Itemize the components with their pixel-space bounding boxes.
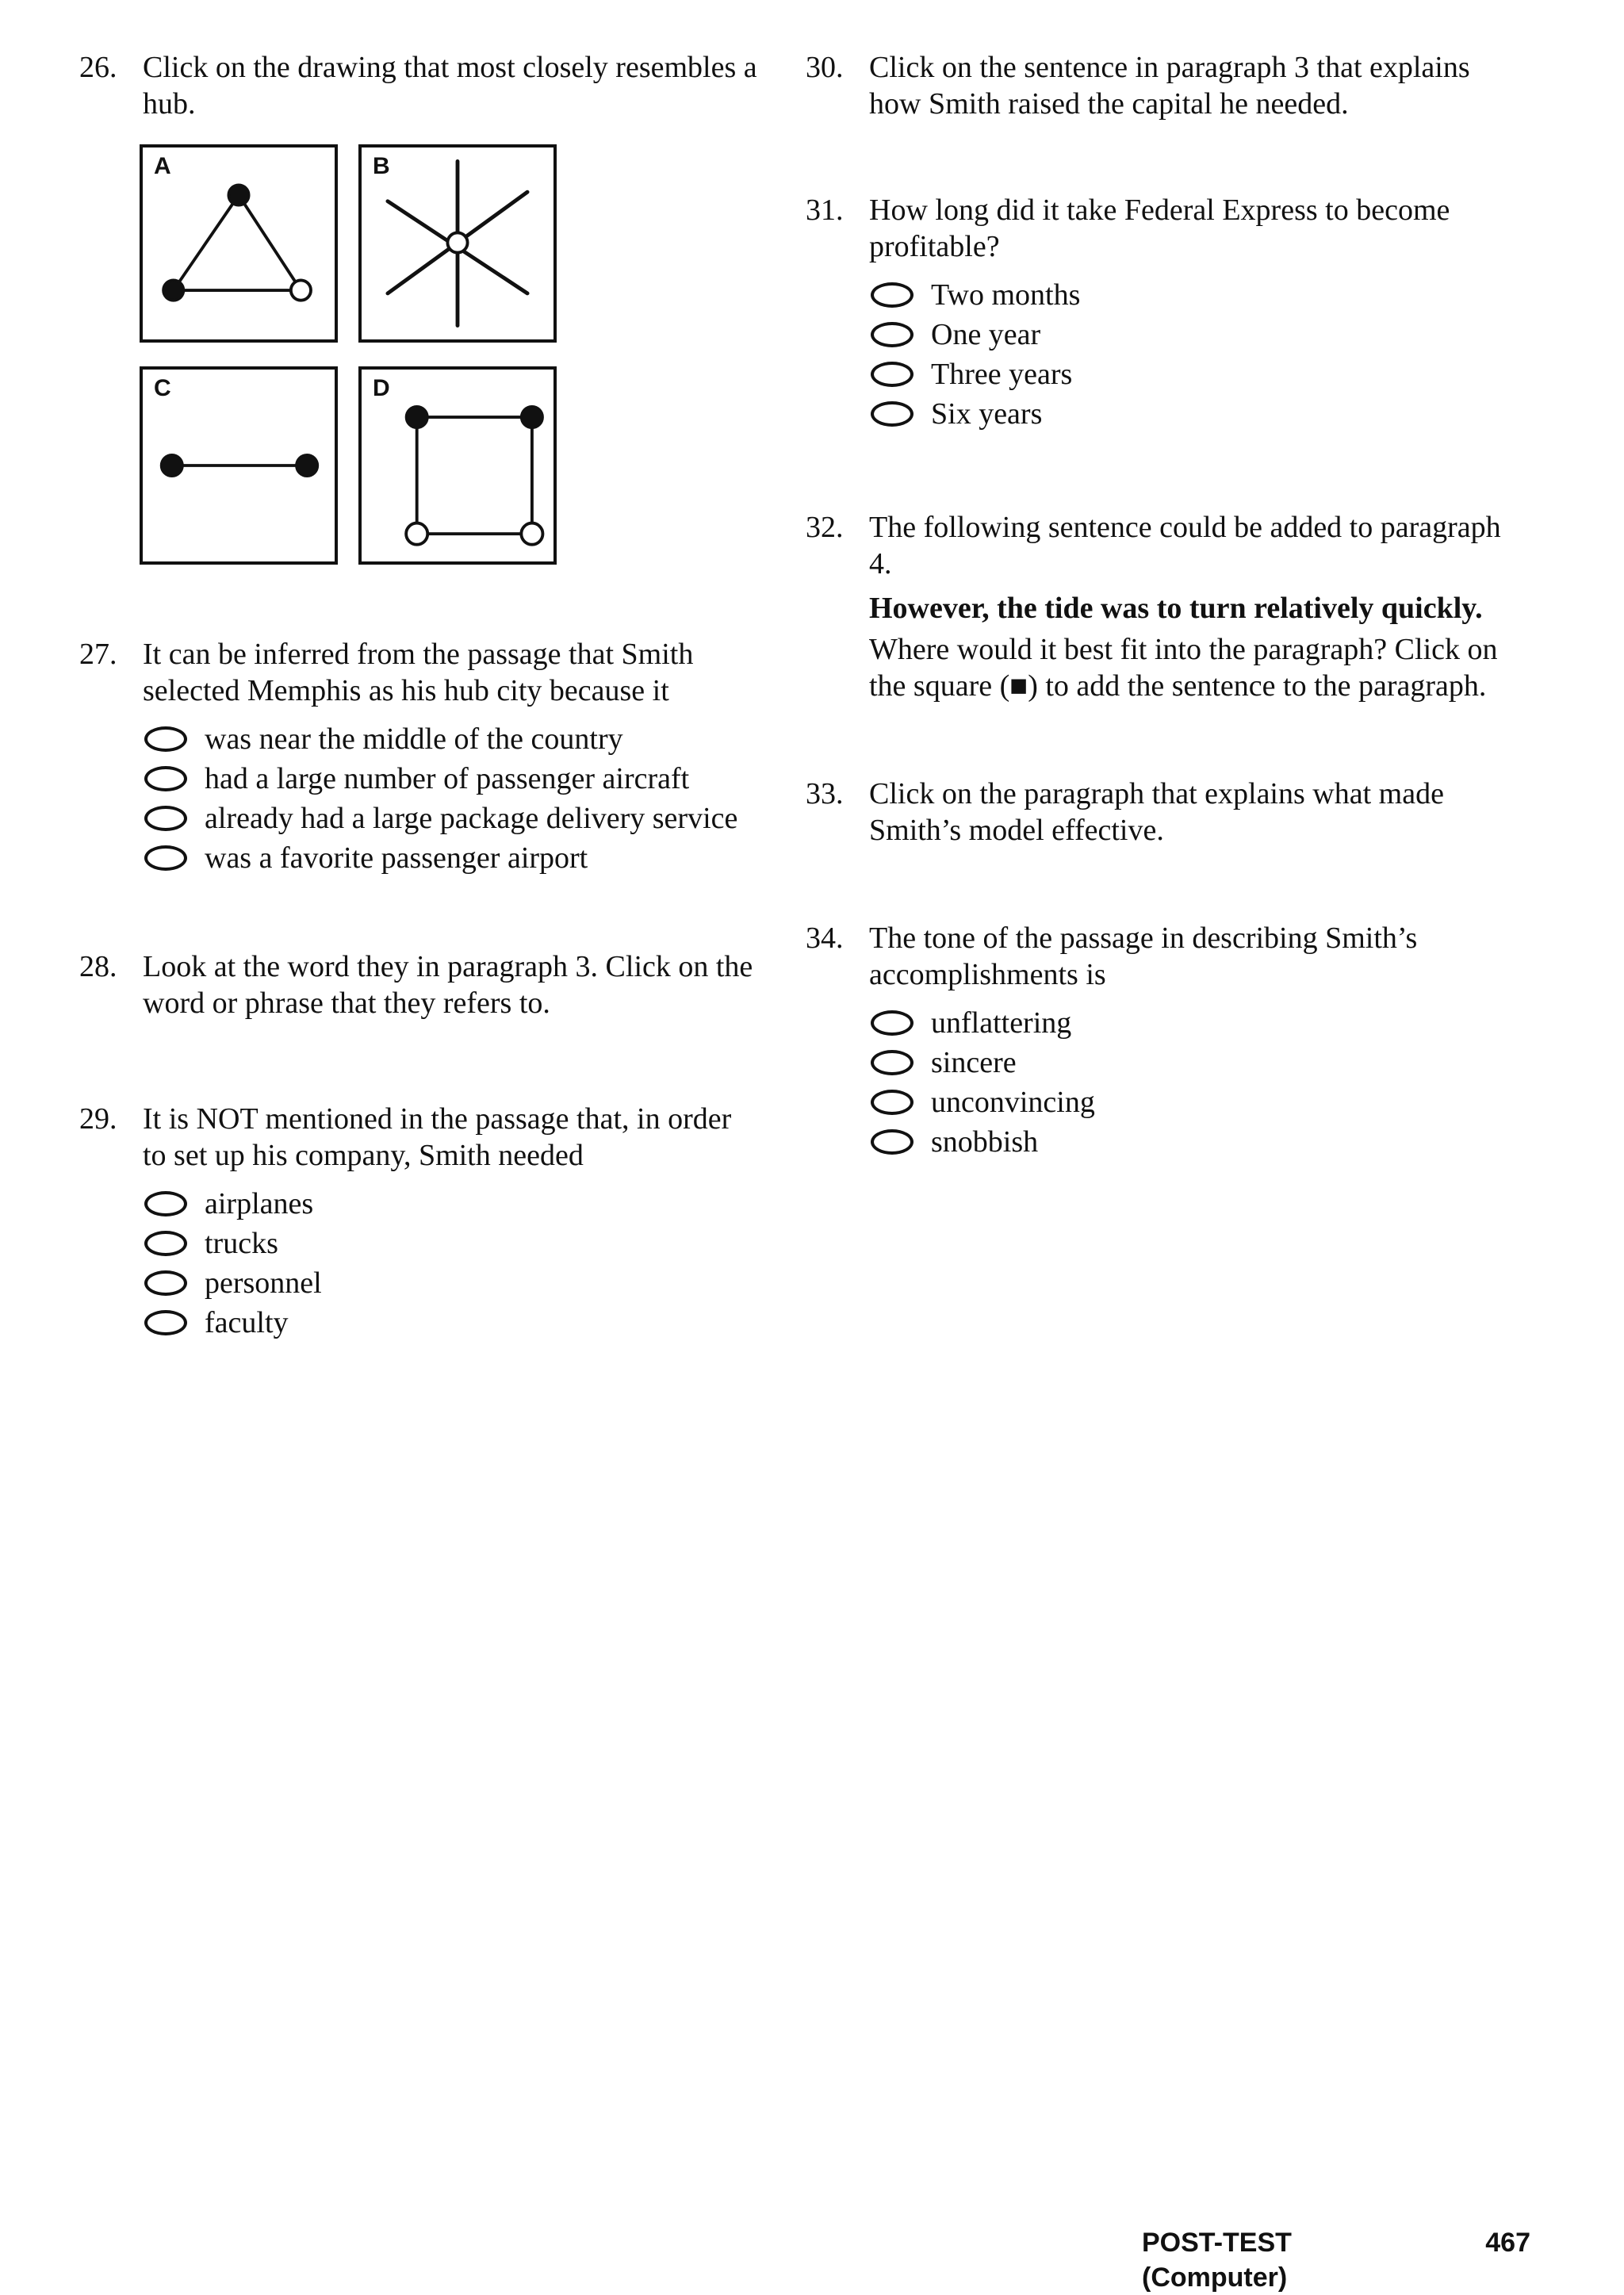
triangle-network-icon (143, 148, 335, 339)
answer-options (143, 720, 761, 877)
drawing-d[interactable] (358, 366, 557, 565)
hub-drawing-grid (140, 144, 560, 573)
footer-title: POST-TEST (Computer) (1142, 2228, 1292, 2293)
line-network-icon (143, 370, 335, 561)
answer-option[interactable] (869, 1004, 1503, 1042)
option-text: unflattering (931, 1006, 1072, 1040)
answer-option[interactable] (143, 799, 761, 837)
question-instruction: Where would it best fit into the paragraph? Click on the square (■) to add the sentence to the paragraph. (869, 633, 1498, 703)
answer-option[interactable] (143, 1224, 761, 1262)
option-text: Three years (931, 358, 1073, 391)
option-text: Six years (931, 397, 1043, 431)
question-number: 27. (79, 638, 117, 671)
question-number: 31. (806, 193, 844, 227)
question-stem: The following sentence could be added to paragraph 4. (869, 511, 1501, 580)
option-text: personnel (205, 1266, 322, 1300)
option-text: airplanes (205, 1187, 314, 1220)
option-text: faculty (205, 1306, 289, 1339)
question-28 (79, 948, 761, 1021)
answer-options (143, 1185, 761, 1342)
option-text: Two months (931, 278, 1081, 312)
page-footer (1142, 2225, 1538, 2293)
question-33 (806, 776, 1503, 849)
question-stem: It can be inferred from the passage that Smith selected Memphis as his hub city because it (143, 638, 694, 707)
radio-oval-icon[interactable] (144, 726, 187, 752)
question-29 (79, 1101, 761, 1342)
left-column (79, 49, 761, 1343)
radio-oval-icon[interactable] (871, 1129, 914, 1155)
option-text: One year (931, 318, 1041, 351)
radio-oval-icon[interactable] (144, 766, 187, 791)
drawing-a[interactable] (140, 144, 338, 343)
answer-option[interactable] (143, 760, 761, 798)
question-26 (79, 49, 761, 573)
answer-option[interactable] (869, 316, 1503, 354)
drawing-b[interactable] (358, 144, 557, 343)
answer-option[interactable] (143, 1185, 761, 1223)
answer-option[interactable] (869, 1083, 1503, 1121)
question-stem: The tone of the passage in describing Smith’s accomplishments is (869, 921, 1418, 991)
answer-option[interactable] (869, 276, 1503, 314)
question-number: 34. (806, 921, 844, 955)
right-column (806, 49, 1503, 1163)
radio-oval-icon[interactable] (144, 845, 187, 871)
radio-oval-icon[interactable] (871, 1050, 914, 1075)
question-stem: It is NOT mentioned in the passage that, in order to set up his company, Smith needed (143, 1102, 732, 1172)
radio-oval-icon[interactable] (871, 362, 914, 387)
square-network-icon (362, 370, 553, 561)
answer-option[interactable] (869, 1044, 1503, 1082)
question-number: 28. (79, 950, 117, 983)
radio-oval-icon[interactable] (144, 1191, 187, 1216)
question-34 (806, 920, 1503, 1161)
answer-option[interactable] (869, 355, 1503, 393)
option-text: already had a large package delivery service (205, 802, 738, 835)
question-number: 30. (806, 51, 844, 84)
option-text: was near the middle of the country (205, 722, 623, 756)
radio-oval-icon[interactable] (871, 401, 914, 427)
drawing-letter: A (154, 153, 171, 179)
radio-oval-icon[interactable] (871, 1010, 914, 1036)
answer-option[interactable] (869, 395, 1503, 433)
option-text: sincere (931, 1046, 1017, 1079)
question-number: 32. (806, 511, 844, 544)
question-stem: Click on the drawing that most closely resembles a hub. (143, 51, 757, 121)
insert-sentence: However, the tide was to turn relatively quickly. (869, 592, 1483, 625)
radio-oval-icon[interactable] (871, 1090, 914, 1115)
question-stem: Look at the word they in paragraph 3. Click on the word or phrase that they refers to. (143, 950, 753, 1020)
answer-option[interactable] (143, 720, 761, 758)
answer-option[interactable] (143, 839, 761, 877)
radio-oval-icon[interactable] (144, 1270, 187, 1296)
radio-oval-icon[interactable] (871, 322, 914, 347)
question-stem: Click on the paragraph that explains what made Smith’s model effective. (869, 777, 1444, 847)
drawing-letter: B (373, 153, 390, 179)
question-number: 33. (806, 777, 844, 810)
radio-oval-icon[interactable] (144, 1231, 187, 1256)
answer-options (869, 276, 1503, 433)
page-number: 467 (1485, 2228, 1530, 2258)
question-stem: How long did it take Federal Express to become profitable? (869, 193, 1450, 263)
answer-option[interactable] (143, 1304, 761, 1342)
question-31 (806, 192, 1503, 433)
option-text: had a large number of passenger aircraft (205, 762, 690, 795)
answer-option[interactable] (869, 1123, 1503, 1161)
drawing-letter: D (373, 375, 390, 401)
question-27 (79, 636, 761, 877)
question-stem: Click on the sentence in paragraph 3 that explains how Smith raised the capital he needed. (869, 51, 1470, 121)
answer-option[interactable] (143, 1264, 761, 1302)
radio-oval-icon[interactable] (144, 1310, 187, 1335)
option-text: snobbish (931, 1125, 1039, 1159)
drawing-c[interactable] (140, 366, 338, 565)
option-text: was a favorite passenger airport (205, 841, 588, 875)
question-30 (806, 49, 1503, 122)
question-number: 29. (79, 1102, 117, 1136)
option-text: trucks (205, 1227, 278, 1260)
question-32 (806, 509, 1503, 704)
radio-oval-icon[interactable] (144, 806, 187, 831)
option-text: unconvincing (931, 1086, 1095, 1119)
drawing-letter: C (154, 375, 171, 401)
radio-oval-icon[interactable] (871, 282, 914, 308)
hub-spoke-icon (362, 148, 553, 339)
question-number: 26. (79, 51, 117, 84)
answer-options (869, 1004, 1503, 1161)
